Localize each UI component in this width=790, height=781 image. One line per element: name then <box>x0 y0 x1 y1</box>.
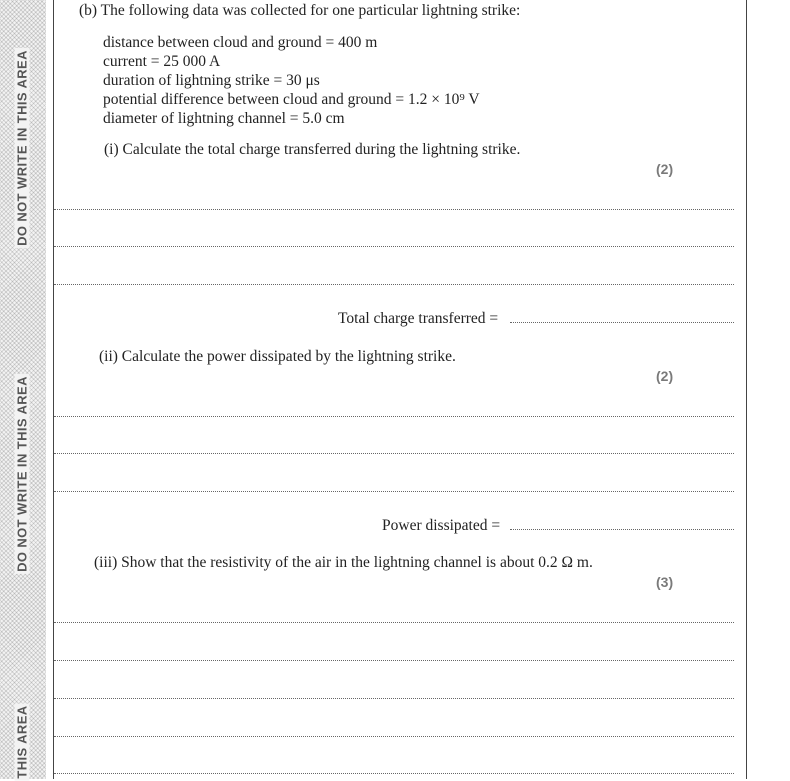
part-i-answer-label: Total charge transferred = <box>338 310 499 327</box>
part-iii-answer-line[interactable] <box>54 698 734 699</box>
part-ii-prompt: (ii) Calculate the power dissipated by the lightning strike. <box>99 348 456 365</box>
part-i-answer-field[interactable] <box>510 322 734 323</box>
part-i-marks: (2) <box>656 161 674 177</box>
page-border-right <box>746 0 747 779</box>
data-line-diameter: diameter of lightning channel = 5.0 cm <box>103 110 345 127</box>
part-iii-marks: (3) <box>656 574 674 590</box>
margin-warning-top: DO NOT WRITE IN THIS AREA <box>14 50 30 246</box>
part-iii-answer-line[interactable] <box>54 660 734 661</box>
part-i-answer-line[interactable] <box>54 246 734 247</box>
page-border-left <box>53 0 54 779</box>
part-iii-answer-line[interactable] <box>54 736 734 737</box>
part-ii-answer-field[interactable] <box>510 529 734 530</box>
question-intro: (b) The following data was collected for one particular lightning strike: <box>79 2 521 19</box>
data-line-distance: distance between cloud and ground = 400 m <box>103 34 378 51</box>
data-line-current: current = 25 000 A <box>103 53 221 70</box>
part-iii-answer-line[interactable] <box>54 622 734 623</box>
part-iii-prompt: (iii) Show that the resistivity of the air in the lightning channel is about 0.2 Ω m. <box>94 554 593 571</box>
part-ii-answer-line[interactable] <box>54 491 734 492</box>
margin-warning-middle: DO NOT WRITE IN THIS AREA <box>14 376 30 572</box>
part-ii-answer-line[interactable] <box>54 453 734 454</box>
part-i-prompt: (i) Calculate the total charge transferred during the lightning strike. <box>104 141 521 158</box>
data-line-duration: duration of lightning strike = 30 μs <box>103 72 320 89</box>
part-i-answer-line[interactable] <box>54 209 734 210</box>
part-ii-answer-label: Power dissipated = <box>382 517 501 534</box>
part-ii-answer-line[interactable] <box>54 416 734 417</box>
part-i-answer-line[interactable] <box>54 284 734 285</box>
part-iii-answer-line[interactable] <box>54 773 734 774</box>
margin-warning-bottom: THIS AREA <box>14 705 30 779</box>
part-ii-marks: (2) <box>656 368 674 384</box>
data-line-potential-difference: potential difference between cloud and ground = 1.2 × 10⁹ V <box>103 91 480 108</box>
